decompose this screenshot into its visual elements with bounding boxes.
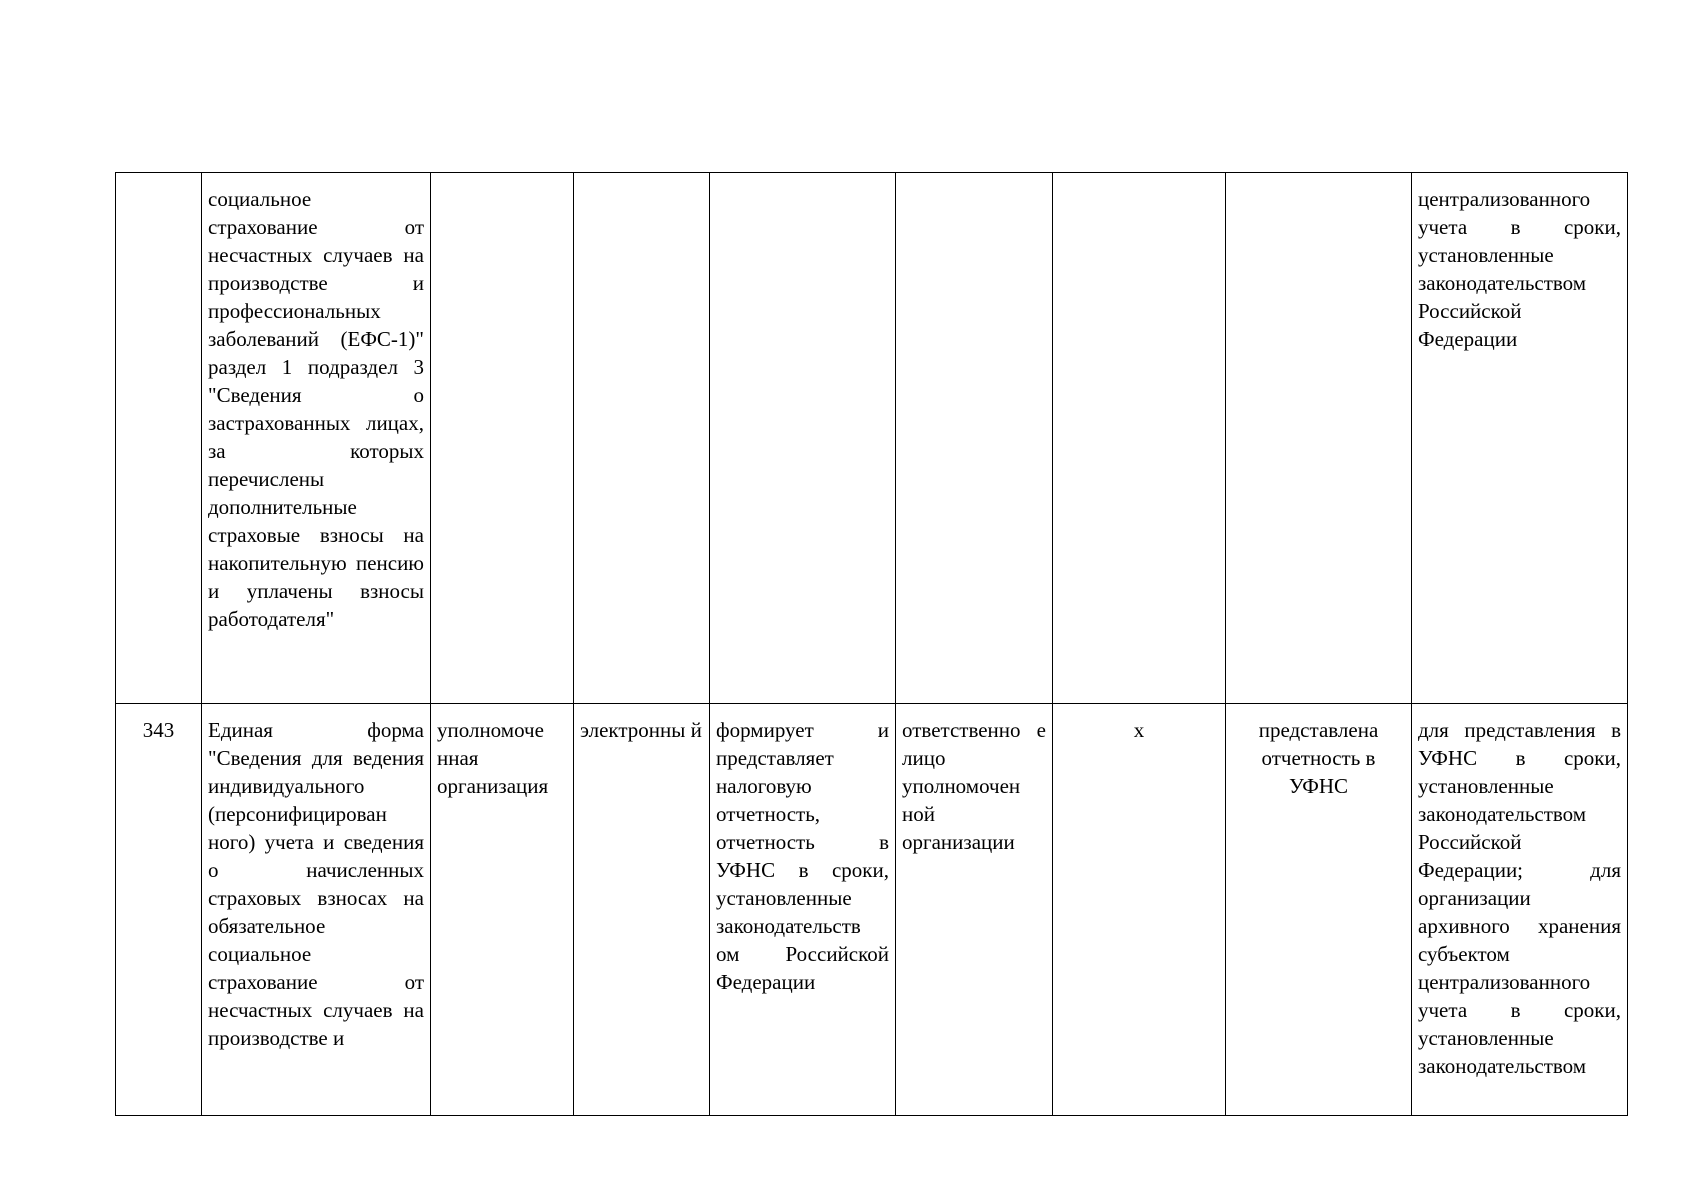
action-cell	[710, 173, 896, 704]
table-row	[116, 173, 1628, 704]
result-cell: представлена отчетность в УФНС	[1226, 704, 1412, 1116]
document-name-cell: социальное страхование от несчастных случаев на производстве и профессиональных заболеваний (ЕФС-1)" раздел 1 подраздел 3 "Сведения о застрахованных лицах, за которых перечислены дополнительные страховые взносы на накопительную пенсию и уплачены взносы работодателя"	[202, 173, 431, 704]
deadline-cell: для представления в УФНС в сроки, установленные законодательством Российской Федерации; для организации архивного хранения субъектом централизованного учета в сроки, установленные законодательством	[1412, 704, 1628, 1116]
deadline-cell: централизованного учета в сроки, установленные законодательством Российской Федерации	[1412, 173, 1628, 704]
row-number-cell	[116, 173, 202, 704]
responsible-person-cell: ответственно е лицо уполномочен ной организации	[896, 704, 1053, 1116]
table-row	[116, 704, 1628, 1116]
row-number-cell: 343	[116, 704, 202, 1116]
document-format-cell	[574, 173, 710, 704]
mark-cell	[1053, 173, 1226, 704]
responsible-organization-cell	[431, 173, 574, 704]
result-cell	[1226, 173, 1412, 704]
document-format-cell: электронны й	[574, 704, 710, 1116]
responsible-person-cell	[896, 173, 1053, 704]
action-cell: формирует и представляет налоговую отчетность, отчетность в УФНС в сроки, установленные законодательств ом Российской Федерации	[710, 704, 896, 1116]
responsible-organization-cell: уполномоче нная организация	[431, 704, 574, 1116]
document-name-cell: Единая форма "Сведения для ведения индивидуального (персонифицирован ного) учета и сведения о начисленных страховых взносах на обязательное социальное страхование от несчастных случаев на производстве и	[202, 704, 431, 1116]
mark-cell: х	[1053, 704, 1226, 1116]
document-table	[115, 172, 1628, 1116]
